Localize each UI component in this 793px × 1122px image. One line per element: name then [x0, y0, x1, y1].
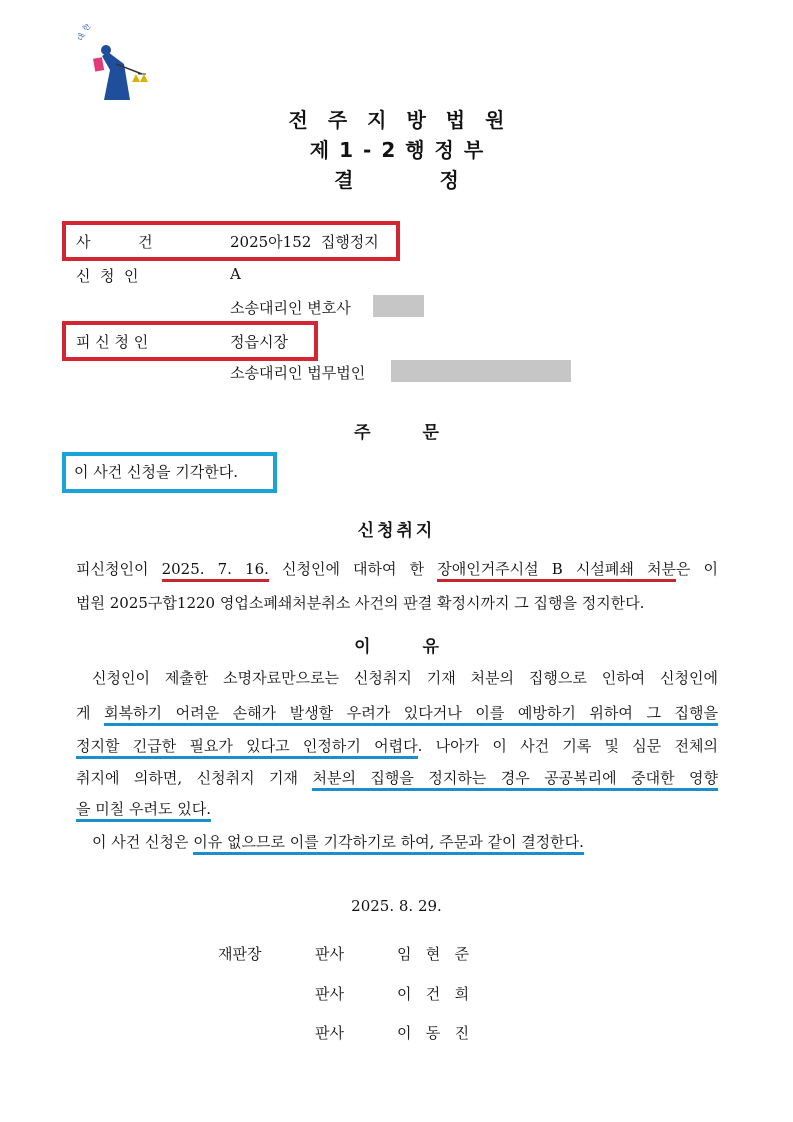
- order-title: 주 문: [354, 423, 439, 443]
- redacted-name: [373, 295, 424, 317]
- decision-date: 2025. 8. 29.: [351, 897, 442, 915]
- svg-text:대 한 민 국 법 원: 대 한: [75, 24, 93, 43]
- division-name: 제1-2행정부: [309, 138, 494, 162]
- respondent-label: 피 신 청 인: [76, 333, 149, 351]
- disposition-name: 장애인거주시설 B 시설폐쇄 처분: [437, 560, 676, 582]
- disposition-date: 2025. 7. 16.: [162, 560, 269, 582]
- reason-line-6: 이 사건 신청은 이유 없으므로 이를 기각하기로 하여, 주문과 같이 결정한다.: [92, 831, 734, 852]
- reason-line-3: 정지할 긴급한 필요가 있다고 인정하기 어렵다. 나아가 이 사건 기록 및 심문 전체의: [76, 735, 718, 756]
- purpose-line-2: 법원 2025구합1220 영업소폐쇄처분취소 사건의 판결 확정시까지 그 집행을 정지한다.: [76, 594, 645, 612]
- judge-name-3: 이 동 진: [397, 1024, 470, 1042]
- court-emblem-icon: [68, 24, 168, 104]
- judge-title-3: 판사: [315, 1024, 344, 1042]
- applicant-agent: 소송대리인 변호사: [230, 299, 351, 317]
- respondent-agent: 소송대리인 법무법인: [230, 364, 366, 382]
- document-type: 결 정: [334, 168, 459, 192]
- judge-name-1: 임 현 준: [397, 945, 470, 963]
- applicant-label: 신 청 인: [76, 267, 139, 285]
- court-name: 전주지방법원: [288, 108, 525, 132]
- reason-line-4: 취지에 의하면, 신청취지 기재 처분의 집행을 정지하는 경우 공공복리에 중대한 영향: [76, 767, 718, 788]
- redacted-firm: [391, 360, 571, 382]
- reason-line-5: 을 미칠 우려도 있다.: [76, 798, 718, 819]
- respondent-value: 정읍시장: [230, 333, 288, 351]
- presiding-label: 재판장: [218, 945, 262, 963]
- judge-title-2: 판사: [315, 985, 344, 1003]
- case-value: 2025아152 집행정지: [230, 233, 379, 251]
- reason-line-1: 신청인이 제출한 소명자료만으로는 신청취지 기재 처분의 집행으로 인하여 신청인에: [92, 669, 718, 687]
- purpose-title: 신청취지: [357, 521, 436, 541]
- reason-line-2: 게 회복하기 어려운 손해가 발생할 우려가 있다거나 이를 예방하기 위하여 그 집행을: [76, 702, 718, 723]
- case-label: 사 건: [76, 233, 153, 251]
- applicant-value: A: [230, 265, 241, 283]
- reason-title: 이 유: [354, 637, 439, 657]
- purpose-line-1: 피신청인이 2025. 7. 16. 신청인에 대하여 한 장애인거주시설 B 시설폐쇄 처분은 이: [76, 558, 718, 579]
- judge-name-2: 이 건 희: [397, 985, 470, 1003]
- order-text: 이 사건 신청을 기각한다.: [74, 463, 238, 481]
- court-logo: [68, 24, 168, 104]
- judge-title-1: 판사: [315, 945, 344, 963]
